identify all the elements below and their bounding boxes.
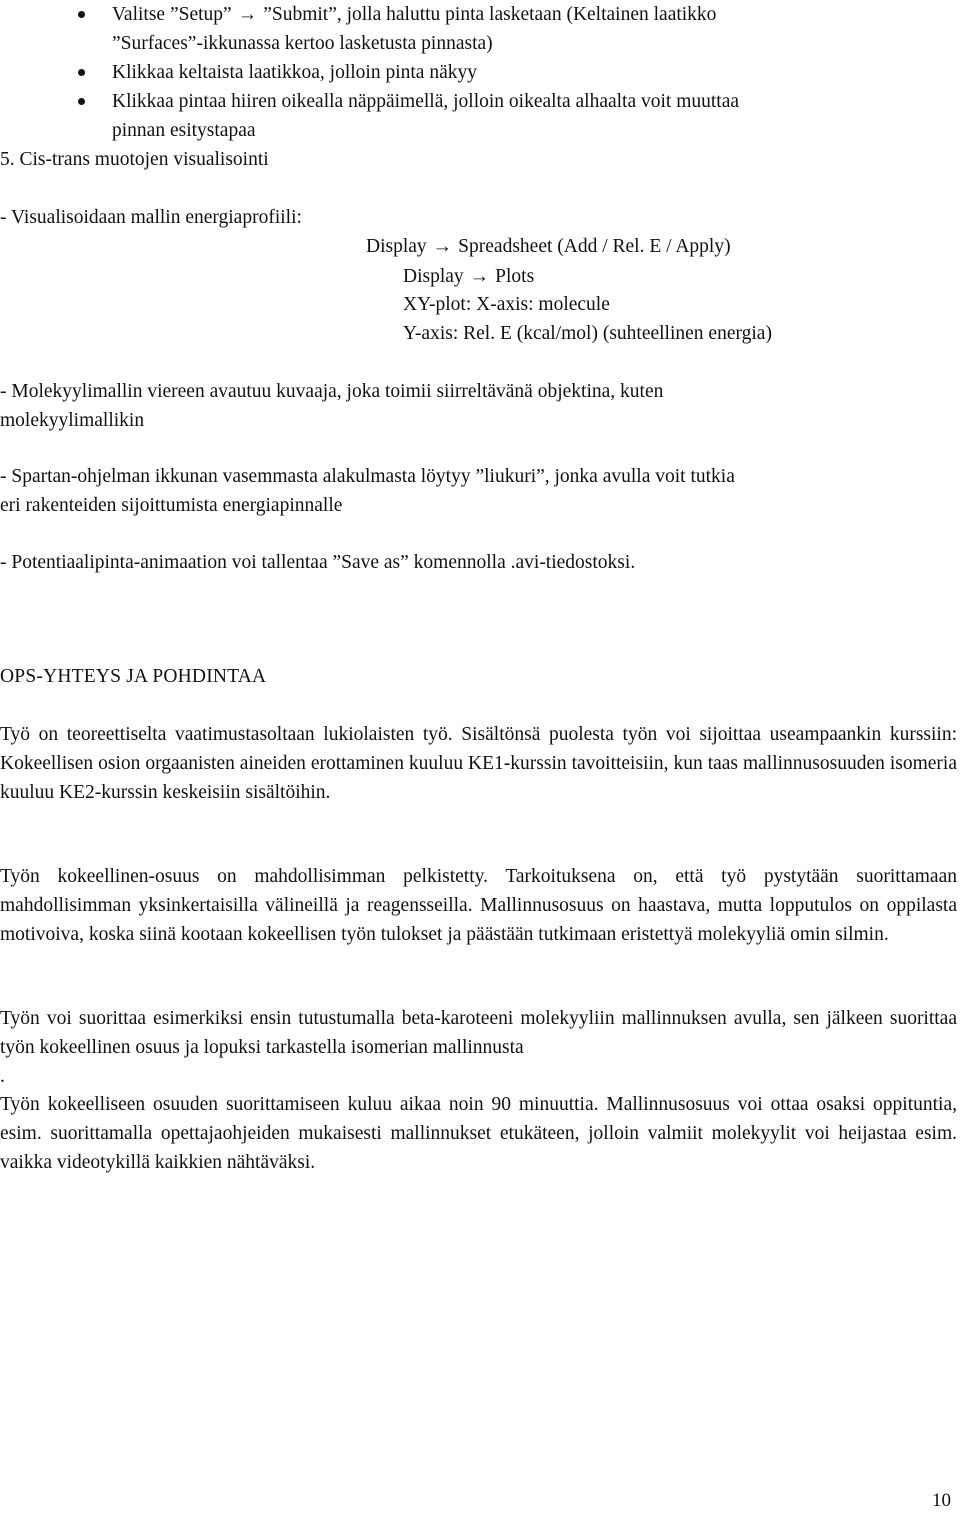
xy-plot-y-axis: Y-axis: Rel. E (kcal/mol) (suhteellinen energia) xyxy=(403,323,772,344)
note-line: - Spartan-ohjelman ikkunan vasemmasta alakulmasta löytyy ”liukuri”, jonka avulla voit tutkia xyxy=(0,466,735,487)
bullet-line: pinnan esitystapaa xyxy=(112,120,256,141)
bullet-icon xyxy=(78,98,85,105)
note-line: - Molekyylimallin viereen avautuu kuvaaja, joka toimii siirreltävänä objektina, kuten xyxy=(0,381,664,402)
ops-paragraph-3: Työn voi suorittaa esimerkiksi ensin tutustumalla beta-karoteeni molekyyliin mallinnuksen avulla, sen jälkeen suorittaa työn kokeellinen osuus ja lopuksi tarkastella isomerian mallinnusta xyxy=(0,1008,957,1058)
menu-display-label: Display xyxy=(403,266,464,287)
menu-display-label: Display xyxy=(366,236,427,257)
ops-paragraph-1: Työ on teoreettiselta vaatimustasoltaan lukiolaisten työ. Sisältönsä puolesta työn voi sijoittaa useampaankin kurssiin: Kokeellisen osion orgaanisten aineiden erottaminen kuuluu KE1-kurssin tavoitteisiin, kun taas mallinnusosuuden isomeria kuuluu KE2-kurssin keskeisiin sisältöihin. xyxy=(0,724,957,803)
bullet-line: Klikkaa pintaa hiiren oikealla näppäimellä, jolloin oikealta alhaalta voit muuttaa xyxy=(112,91,740,112)
bullet-icon xyxy=(78,11,85,18)
note-line: eri rakenteiden sijoittumista energiapinnalle xyxy=(0,495,343,516)
instruction-bullet-list xyxy=(0,0,960,145)
xy-plot-x-axis: XY-plot: X-axis: molecule xyxy=(403,294,610,315)
right-arrow-icon: → xyxy=(432,236,453,257)
bullet-item-setup xyxy=(0,0,960,58)
bullet-line: ”Surfaces”-ikkunassa kertoo lasketusta pinnasta) xyxy=(112,33,493,54)
right-arrow-icon: → xyxy=(469,266,490,287)
note-graph xyxy=(0,377,663,435)
bullet-line xyxy=(112,0,960,29)
bullet-icon xyxy=(78,69,85,76)
bullet-item-right-click xyxy=(0,87,960,145)
section-5-intro: - Visualisoidaan mallin energiaprofiili: xyxy=(0,207,302,228)
page-number: 10 xyxy=(932,1490,951,1511)
ops-heading: OPS-YHTEYS JA POHDINTAA xyxy=(0,666,267,687)
section-5-heading: 5. Cis-trans muotojen visualisointi xyxy=(0,149,269,170)
bullet-text-submit: ”Submit”, jolla haluttu pinta lasketaan (Keltainen laatikko xyxy=(263,4,717,25)
note-line: molekyylimallikin xyxy=(0,410,145,431)
note-line: - Potentiaalipinta-animaation voi tallentaa ”Save as” komennolla .avi-tiedostoksi. xyxy=(0,552,636,573)
bullet-item-yellow-box xyxy=(0,58,960,87)
menu-plots-label: Plots xyxy=(495,266,535,287)
ops-paragraph-dot: . xyxy=(0,1066,5,1087)
menu-path-plots xyxy=(403,262,534,291)
bullet-text-setup: Valitse ”Setup” xyxy=(112,4,232,25)
menu-path-spreadsheet xyxy=(366,232,731,261)
note-slider xyxy=(0,462,735,520)
bullet-line: Klikkaa keltaista laatikkoa, jolloin pinta näkyy xyxy=(112,62,477,83)
menu-spreadsheet-label: Spreadsheet (Add / Rel. E / Apply) xyxy=(458,236,731,257)
ops-paragraph-2: Työn kokeellinen-osuus on mahdollisimman pelkistetty. Tarkoituksena on, että työ pystytään suorittamaan mahdollisimman yksinkertaisilla välineillä ja reagensseilla. Mallinnusosuus on haastava, mutta lopputulos on oppilasta motivoiva, koska siinä kootaan kokeellisen työn tulokset ja päästään tutkimaan eristettyä molekyyliä omin silmin. xyxy=(0,866,957,945)
note-save-animation xyxy=(0,548,635,577)
ops-paragraph-4: Työn kokeelliseen osuuden suorittamiseen kuluu aikaa noin 90 minuuttia. Mallinnusosuus voi ottaa osaksi oppituntia, esim. suorittamalla opettajaohjeiden mukaisesti mallinnukset etukäteen, jolloin valmiit molekyylit voi heijastaa esim. vaikka videotykillä kaikkien nähtäväksi. xyxy=(0,1094,957,1173)
right-arrow-icon: → xyxy=(237,4,258,25)
